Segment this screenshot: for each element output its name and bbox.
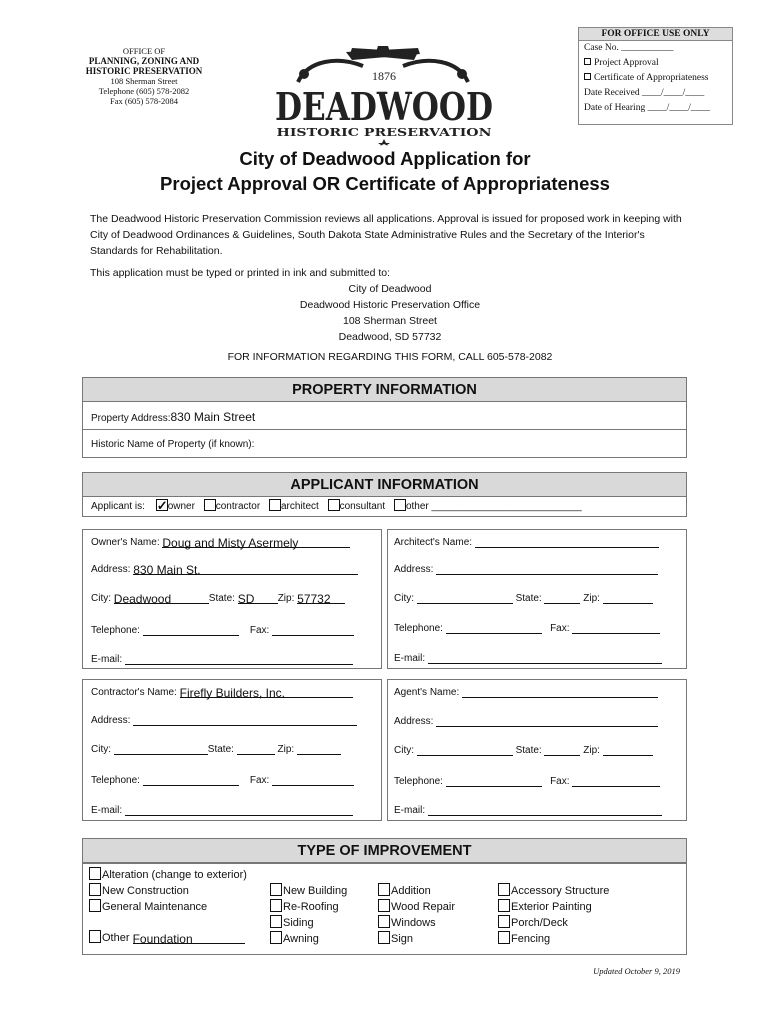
owner-city-field[interactable]: City: Deadwood State: SD Zip: 57732 bbox=[91, 592, 345, 604]
improvement-new-building[interactable]: New Building bbox=[270, 883, 347, 897]
owner-address-field[interactable]: Address: 830 Main St. bbox=[91, 563, 358, 575]
checkbox-icon[interactable] bbox=[584, 73, 591, 80]
address-line-4: Deadwood, SD 57732 bbox=[338, 331, 442, 343]
improvement-other-value[interactable]: Foundation bbox=[133, 932, 245, 944]
title-line-1: City of Deadwood Application for bbox=[239, 148, 531, 169]
office-use-box bbox=[578, 27, 733, 125]
updated-date: Updated October 9, 2019 bbox=[593, 966, 680, 976]
checkbox-icon[interactable] bbox=[394, 499, 406, 511]
improvement-re-roofing[interactable]: Re-Roofing bbox=[270, 899, 339, 913]
checkbox-icon[interactable] bbox=[89, 883, 101, 896]
certificate-label: Certificate of Appropriateness bbox=[594, 73, 709, 83]
agent-telephone-field[interactable]: Telephone: Fax: bbox=[394, 775, 660, 787]
applicant-type-architect[interactable]: architect bbox=[269, 501, 319, 512]
applicant-type-owner[interactable]: ✓ owner bbox=[156, 498, 195, 513]
owner-name-value[interactable]: Doug and Misty Asermely bbox=[162, 536, 350, 548]
checkbox-icon[interactable] bbox=[156, 499, 168, 511]
improvement-new-construction[interactable]: New Construction bbox=[89, 883, 189, 897]
office-street: 108 Sherman Street bbox=[110, 76, 178, 86]
owner-state-value[interactable]: SD bbox=[238, 592, 278, 604]
checkbox-icon[interactable] bbox=[89, 899, 101, 912]
office-header bbox=[76, 46, 212, 106]
property-address-value[interactable]: 830 Main Street bbox=[170, 410, 256, 424]
agent-address-field[interactable]: Address: bbox=[394, 715, 658, 727]
checkbox-icon[interactable] bbox=[204, 499, 216, 511]
certificate-option[interactable] bbox=[579, 71, 732, 86]
deadwood-logo bbox=[268, 38, 498, 146]
architect-panel bbox=[387, 529, 687, 669]
checkbox-icon[interactable] bbox=[89, 930, 101, 943]
applicant-type-other[interactable]: other ___________________________ bbox=[394, 501, 582, 512]
office-dept-2: HISTORIC PRESERVATION bbox=[85, 66, 203, 76]
agent-panel bbox=[387, 679, 687, 821]
applicant-type-contractor[interactable]: contractor bbox=[204, 501, 260, 512]
improvement-sign[interactable]: Sign bbox=[378, 931, 413, 945]
property-address-row[interactable] bbox=[82, 402, 687, 430]
checkbox-icon[interactable] bbox=[89, 867, 101, 880]
contractor-name-value[interactable]: Firefly Builders, Inc. bbox=[180, 686, 353, 698]
improvement-heading: TYPE OF IMPROVEMENT bbox=[82, 838, 687, 863]
checkbox-icon[interactable] bbox=[270, 915, 282, 928]
applicant-heading: APPLICANT INFORMATION bbox=[82, 472, 687, 497]
improvement-other[interactable]: Other Foundation bbox=[89, 930, 245, 944]
improvement-general-maintenance[interactable]: General Maintenance bbox=[89, 899, 207, 913]
info-phone-line: FOR INFORMATION REGARDING THIS FORM, CALL 605-578-2082 bbox=[227, 351, 553, 363]
office-use-title: FOR OFFICE USE ONLY bbox=[579, 28, 732, 41]
date-hearing-field[interactable]: Date of Hearing ____/____/____ bbox=[584, 103, 710, 113]
contractor-address-field[interactable]: Address: bbox=[91, 714, 357, 726]
historic-name-row[interactable] bbox=[82, 430, 687, 458]
architect-telephone-field[interactable]: Telephone: Fax: bbox=[394, 622, 660, 634]
agent-city-field[interactable]: City: State: Zip: bbox=[394, 744, 653, 756]
architect-email-field[interactable]: E-mail: bbox=[394, 652, 662, 664]
case-no-field[interactable]: Case No. ___________ bbox=[584, 43, 674, 53]
address-line-1: City of Deadwood bbox=[348, 283, 432, 295]
owner-panel bbox=[82, 529, 382, 669]
contractor-panel bbox=[82, 679, 382, 821]
logo-sub: HISTORIC PRESERVATION bbox=[276, 126, 492, 139]
checkbox-icon[interactable] bbox=[584, 58, 591, 65]
checkbox-icon[interactable] bbox=[378, 899, 390, 912]
improvement-exterior-painting[interactable]: Exterior Painting bbox=[498, 899, 592, 913]
improvement-siding[interactable]: Siding bbox=[270, 915, 314, 929]
improvement-panel bbox=[82, 863, 687, 955]
checkbox-icon[interactable] bbox=[270, 883, 282, 896]
checkbox-icon[interactable] bbox=[498, 899, 510, 912]
architect-city-field[interactable]: City: State: Zip: bbox=[394, 592, 653, 604]
logo-word: DEADWOOD bbox=[275, 84, 493, 129]
contractor-telephone-field[interactable]: Telephone: Fax: bbox=[91, 774, 354, 786]
property-heading: PROPERTY INFORMATION bbox=[82, 377, 687, 402]
agent-email-field[interactable]: E-mail: bbox=[394, 804, 662, 816]
office-fax: Fax (605) 578-2084 bbox=[110, 96, 178, 106]
property-address-label: Property Address: bbox=[91, 413, 171, 424]
improvement-windows[interactable]: Windows bbox=[378, 915, 436, 929]
owner-city-value[interactable]: Deadwood bbox=[114, 592, 209, 604]
applicant-is-label: Applicant is: bbox=[91, 501, 145, 512]
improvement-alteration[interactable]: Alteration (change to exterior) bbox=[89, 867, 247, 881]
owner-zip-value[interactable]: 57732 bbox=[297, 592, 345, 604]
intro-paragraph: The Deadwood Historic Preservation Commission reviews all applications. Approval is issued for proposed work in keeping with City of Deadwood Ordinances & Guidelines, South Dakota State Administrative Rules and the Secretary of the Interior's Standards for Rehabilitation. bbox=[90, 213, 682, 257]
submit-instructions: This application must be typed or printed in ink and submitted to: bbox=[90, 267, 390, 279]
date-received-field[interactable]: Date Received ____/____/____ bbox=[584, 88, 705, 98]
checkmark-icon: ✓ bbox=[156, 498, 168, 513]
improvement-addition[interactable]: Addition bbox=[378, 883, 431, 897]
checkbox-icon[interactable] bbox=[270, 899, 282, 912]
contractor-email-field[interactable]: E-mail: bbox=[91, 804, 353, 816]
checkbox-icon[interactable] bbox=[328, 499, 340, 511]
title-line-2: Project Approval OR Certificate of Appropriateness bbox=[160, 173, 610, 194]
historic-name-label: Historic Name of Property (if known): bbox=[91, 439, 255, 450]
checkbox-icon[interactable] bbox=[498, 915, 510, 928]
checkbox-icon[interactable] bbox=[378, 883, 390, 896]
agent-name-field[interactable]: Agent's Name: bbox=[394, 686, 658, 698]
checkbox-icon[interactable] bbox=[269, 499, 281, 511]
address-line-3: 108 Sherman Street bbox=[343, 315, 437, 327]
owner-email-field[interactable]: E-mail: bbox=[91, 653, 353, 665]
applicant-type-row bbox=[82, 497, 687, 517]
office-phone: Telephone (605) 578-2082 bbox=[98, 86, 190, 96]
owner-telephone-field[interactable]: Telephone: Fax: bbox=[91, 624, 354, 636]
improvement-accessory-structure[interactable]: Accessory Structure bbox=[498, 883, 609, 897]
checkbox-icon[interactable] bbox=[498, 883, 510, 896]
checkbox-icon[interactable] bbox=[498, 931, 510, 944]
improvement-porch-deck[interactable]: Porch/Deck bbox=[498, 915, 568, 929]
contractor-name-field[interactable]: Contractor's Name: Firefly Builders, Inc. bbox=[91, 686, 353, 698]
applicant-type-consultant[interactable]: consultant bbox=[328, 501, 386, 512]
architect-name-field[interactable]: Architect's Name: bbox=[394, 536, 659, 548]
improvement-wood-repair[interactable]: Wood Repair bbox=[378, 899, 455, 913]
intro-text bbox=[90, 211, 690, 365]
improvement-fencing[interactable]: Fencing bbox=[498, 931, 550, 945]
checkbox-icon[interactable] bbox=[270, 931, 282, 944]
owner-name-field[interactable]: Owner's Name: Doug and Misty Asermely bbox=[91, 536, 350, 548]
architect-address-field[interactable]: Address: bbox=[394, 563, 658, 575]
office-dept-1: PLANNING, ZONING AND bbox=[88, 56, 200, 66]
address-line-2: Deadwood Historic Preservation Office bbox=[299, 299, 481, 311]
improvement-awning[interactable]: Awning bbox=[270, 931, 319, 945]
checkbox-icon[interactable] bbox=[378, 931, 390, 944]
contractor-city-field[interactable]: City: State: Zip: bbox=[91, 743, 341, 755]
project-approval-label: Project Approval bbox=[594, 58, 659, 68]
project-approval-option[interactable] bbox=[579, 56, 732, 71]
logo-year: 1876 bbox=[372, 69, 396, 83]
office-of: OFFICE OF bbox=[122, 46, 166, 56]
checkbox-icon[interactable] bbox=[378, 915, 390, 928]
owner-address-value[interactable]: 830 Main St. bbox=[133, 563, 358, 575]
page-title bbox=[60, 146, 710, 196]
